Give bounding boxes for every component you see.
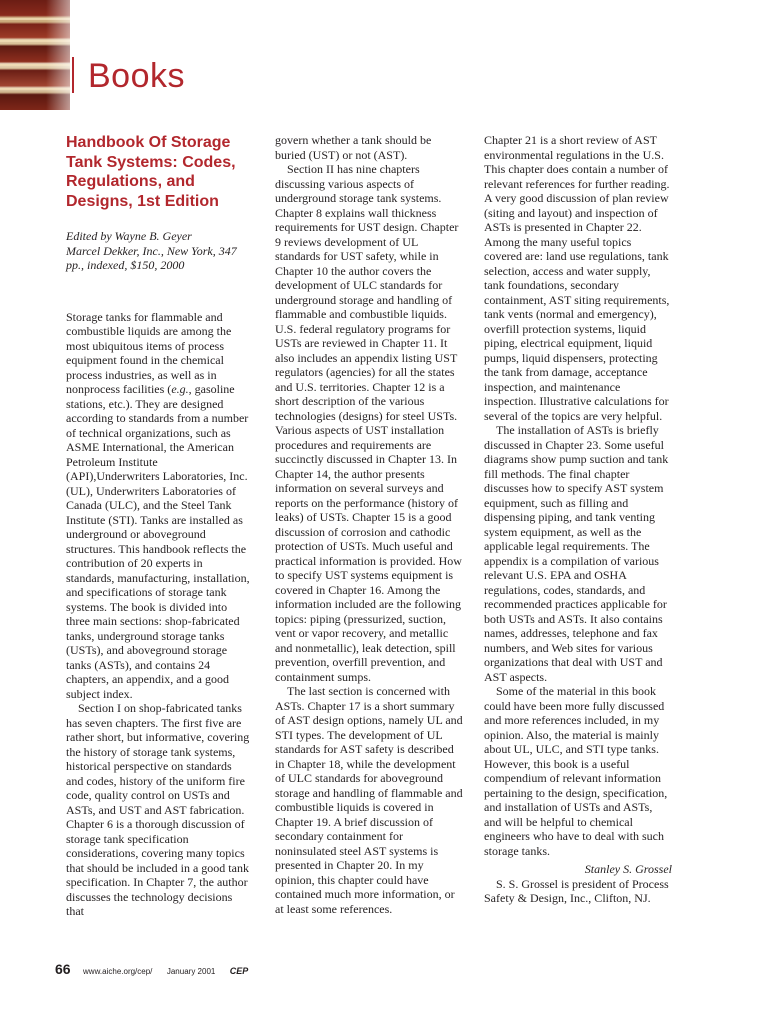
section-heading-text: Books: [88, 57, 185, 95]
column-2: [275, 133, 463, 916]
reviewer-bio: S. S. Grossel is president of Process Safety & Design, Inc., Clifton, NJ.: [484, 876, 669, 905]
book-editor: Edited by Wayne B. Geyer: [66, 229, 192, 243]
paragraph: The last section is concerned with ASTs. Chapter 17 is a short summary of AST design options, namely UL and STI types. The development of UL standards for AST safety is described in Chapter 18, while the development of ULC standards for aboveground storage and handling of flammable and combustible liquids is covered in Chapter 19. A brief discussion of secondary containment for noninsulated steel AST systems is presented in Chapter 20. In my opinion, this chapter could have contained much more information, or at least some references.: [275, 684, 463, 916]
page-number: 66: [55, 961, 71, 977]
paragraph: [66, 310, 251, 702]
book-spines-photo: [0, 0, 70, 110]
magazine-logo: CEP: [229, 966, 249, 976]
text-run: , gasoline stations, etc.). They are designed according to standards from a number of technical organizations, such as ASME International, the American Petroleum Institute (API),Underwriters Laboratories, Inc. (UL), Underwriters Laboratories of Canada (ULC), and the Steel Tank Institute (STI). Tanks are installed as underground or aboveground structures. This handbook reflects the contribution of 20 experts in standards, manufacturing, installation, and specifications of storage tank systems. The book is divided into three main sections: shop-fabricated tanks, underground storage tanks (USTs), and aboveground storage tanks (ASTs), and contains 24 chapters, an appendix, and a good subject index.: [66, 382, 250, 701]
book-credits: [66, 229, 251, 273]
text-run: Storage tanks for flammable and combustible liquids are among the most ubiquitous items of process equipment found in the chemical process industries, as well as in nonprocess facilities (: [66, 309, 232, 396]
review-body-col1: [66, 310, 251, 919]
page-footer: [55, 961, 248, 979]
column-3: [484, 133, 672, 906]
book-details: pp., indexed, $150, 2000: [66, 258, 185, 272]
book-publisher: Marcel Dekker, Inc., New York, 347: [66, 243, 237, 258]
paragraph: Section II has nine chapters discussing various aspects of underground storage tank systems. Chapter 8 explains wall thickness requirements for UST design. Chapter 9 reviews development of UL standards for UST safety, while in Chapter 10 the author covers the development of ULC standards for underground storage and handling of flammable and combustible liquids. U.S. federal regulatory programs for USTs are reviewed in Chapter 11. It also includes an appendix listing UST regulators (agencies) for all the states and U.S. territories. Chapter 12 is a short description of the various technologies (designs) for steel USTs. Various aspects of UST installation procedures and requirements are succinctly discussed in Chapter 13. In Chapter 14, the author presents information on several surveys and reports on the performance (history of leaks) of USTs. Chapter 15 is a good discussion of corrosion and cathodic protection of USTs. Much useful and practical information is provided. How to specify UST systems equipment is covered in Chapter 16. Among the information included are the following topics: piping (pressurized, suction, vent or vapor recovery, and metallic and nonmetallic), leak detection, spill prevention, overfill prevention, and containment sumps.: [275, 162, 462, 684]
paragraph: govern whether a tank should be buried (UST) or not (AST).: [275, 133, 432, 162]
paragraph: Some of the material in this book could have been more fully discussed and more references included, in my opinion. Also, the material is mainly about UL, ULC, and STI type tanks. However, this book is a useful compendium of relevant information pertaining to the design, specification, and installation of USTs and ASTs, and will be helpful to chemical engineers who have to deal with such storage tanks.: [484, 684, 668, 858]
column-1: [66, 133, 251, 919]
paragraph: Section I on shop-fabricated tanks has seven chapters. The first five are rather short, but informative, covering the history of storage tank systems, historical perspective on standards and codes, history of the uniform fire code, quality control on USTs and ASTs, and UST and AST fabrication. Chapter 6 is a thorough discussion of storage tank specification considerations, covering many topics that should be included in a good tank specification. In Chapter 7, the author discusses the technology decisions that: [66, 701, 250, 918]
paragraph: The installation of ASTs is briefly discussed in Chapter 23. Some useful diagrams show pump suction and tank fill methods. The final chapter discusses how to specify AST system equipment, such as filling and dispensing piping, and tank venting system equipment, as well as the applicable legal requirements. The appendix is a compilation of various relevant U.S. EPA and OSHA regulations, codes, standards, and recommended practices applicable for both USTs and ASTs. It also contains names, addresses, telephone and fax numbers, and Web sites for various organizations that deal with UST and AST aspects.: [484, 423, 669, 684]
reviewer-name: Stanley S. Grossel: [584, 862, 672, 876]
text-run-italic: e.g.: [171, 382, 189, 396]
section-heading: [72, 56, 185, 96]
footer-url[interactable]: www.aiche.org/cep/: [83, 967, 153, 976]
paragraph: Chapter 21 is a short review of AST environmental regulations in the U.S. This chapter does contain a number of relevant references for further reading. A very good discussion of plan review (siting and layout) and inspection of ASTs is presented in Chapter 22. Among the many useful topics covered are: land use regulations, tank selection, access and water supply, tank foundations, secondary containment, AST siting requirements, tank vents (normal and emergency), overfill protection systems, liquid piping, electrical equipment, liquid pumps, liquid dispensers, protecting the tank from damage, acceptance inspection, and maintenance inspection. Illustrative calculations for several of the topics are very helpful.: [484, 133, 670, 423]
footer-date: January 2001: [166, 967, 216, 976]
book-title: Handbook Of Storage Tank Systems: Codes, Regulations, and Designs, 1st Edition: [66, 134, 236, 210]
heading-rule: [72, 57, 74, 93]
